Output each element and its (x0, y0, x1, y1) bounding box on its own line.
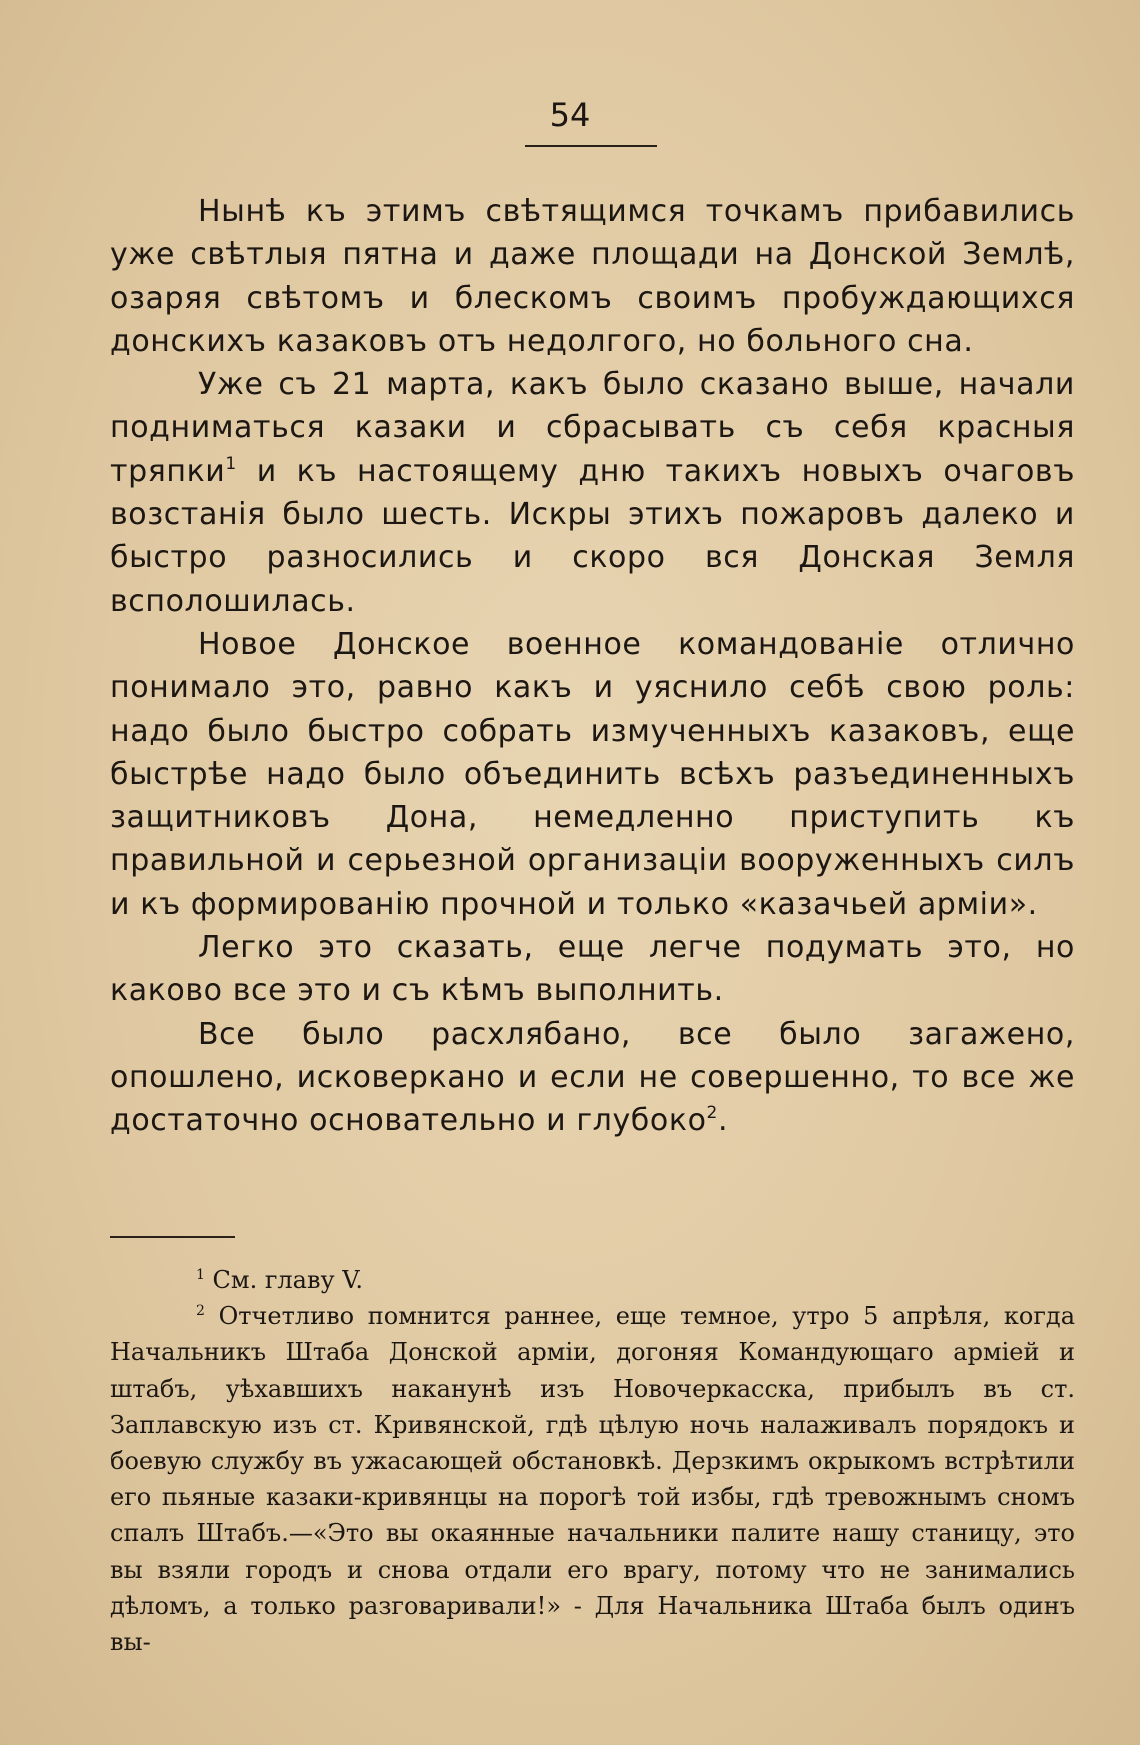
footnotes (110, 1262, 1075, 1660)
footnote-2 (110, 1298, 1075, 1660)
paragraph-3 (110, 623, 1075, 926)
paragraph-2-text-b: и къ настоящему дню такихъ новыхъ очаговъ возстанія было шесть. Искры этихъ пожаровъ далеко и быстро разносились и скоро вся Донская Земля всполошилась. (110, 453, 1075, 619)
paragraph-5-text-b: . (717, 1103, 729, 1139)
footnote-1 (110, 1262, 1075, 1298)
footnote-ref-2: 2 (706, 1103, 718, 1124)
paragraph-5-text-a: Все было расхлябано, все было загажено, опошлено, исковеркано и если не совершенно, то все же достаточно основательно и глубоко (110, 1016, 1075, 1139)
paragraph-4-text: Легко это сказать, еще легче подумать это, но каково все это и съ кѣмъ выполнить. (110, 930, 1075, 1009)
footnote-rule (110, 1236, 235, 1238)
footnote-1-mark: 1 (196, 1267, 205, 1283)
paragraph-1 (110, 190, 1075, 363)
footnote-ref-1: 1 (225, 453, 237, 474)
footnote-2-mark: 2 (196, 1303, 205, 1320)
paragraph-2 (110, 363, 1075, 623)
paragraph-5 (110, 1013, 1075, 1143)
footnote-2-text: Отчетливо помнится раннее, еще темное, утро 5 апрѣля, когда Начальникъ Штаба Донской арміи, догоняя Командующаго арміей и штабъ, уѣхавшихъ наканунѣ изъ Новочеркасска, прибылъ въ ст. Заплавскую изъ ст. Кривянской, гдѣ цѣлую ночь налаживалъ порядокъ и боевую службу въ ужасающей обстановкѣ. Дерзкимъ окрыкомъ встрѣтили его пьяные казаки-кривянцы на порогѣ той избы, гдѣ тревожнымъ сномъ спалъ Штабъ.—«Это вы окаянные начальники палите нашу станицу, это вы взяли городъ и снова отдали его врагу, потому что не занимались дѣломъ, а только разговаривали!» - Для Начальника Штаба былъ одинъ вы- (110, 1302, 1075, 1657)
page-number: 54 (549, 96, 591, 134)
paragraph-3-text: Новое Донское военное командованіе отлично понимало это, равно какъ и уяснило себѣ свою роль: надо было быстро собрать измученныхъ казаковъ, еще быстрѣе надо было объединить всѣхъ разъединенныхъ защитниковъ Дона, немедленно приступить къ правильной и серьезной организаціи вооруженныхъ силъ и къ формированію прочной и только «казачьей арміи». (110, 626, 1075, 922)
paragraph-4 (110, 926, 1075, 1013)
paragraph-2-text-a: Уже съ 21 марта, какъ было сказано выше, начали подниматься казаки и сбрасывать съ себя красныя тряпки (110, 367, 1075, 489)
paragraph-1-text: Нынѣ къ этимъ свѣтящимся точкамъ прибавились уже свѣтлыя пятна и даже площади на Донской Землѣ, озаряя свѣтомъ и блескомъ своимъ пробуждающихся донскихъ казаковъ отъ недолгого, но больного сна. (110, 194, 1075, 359)
main-text (110, 190, 1075, 1143)
header-rule (525, 145, 657, 147)
footnote-1-text: См. главу V. (204, 1266, 363, 1294)
